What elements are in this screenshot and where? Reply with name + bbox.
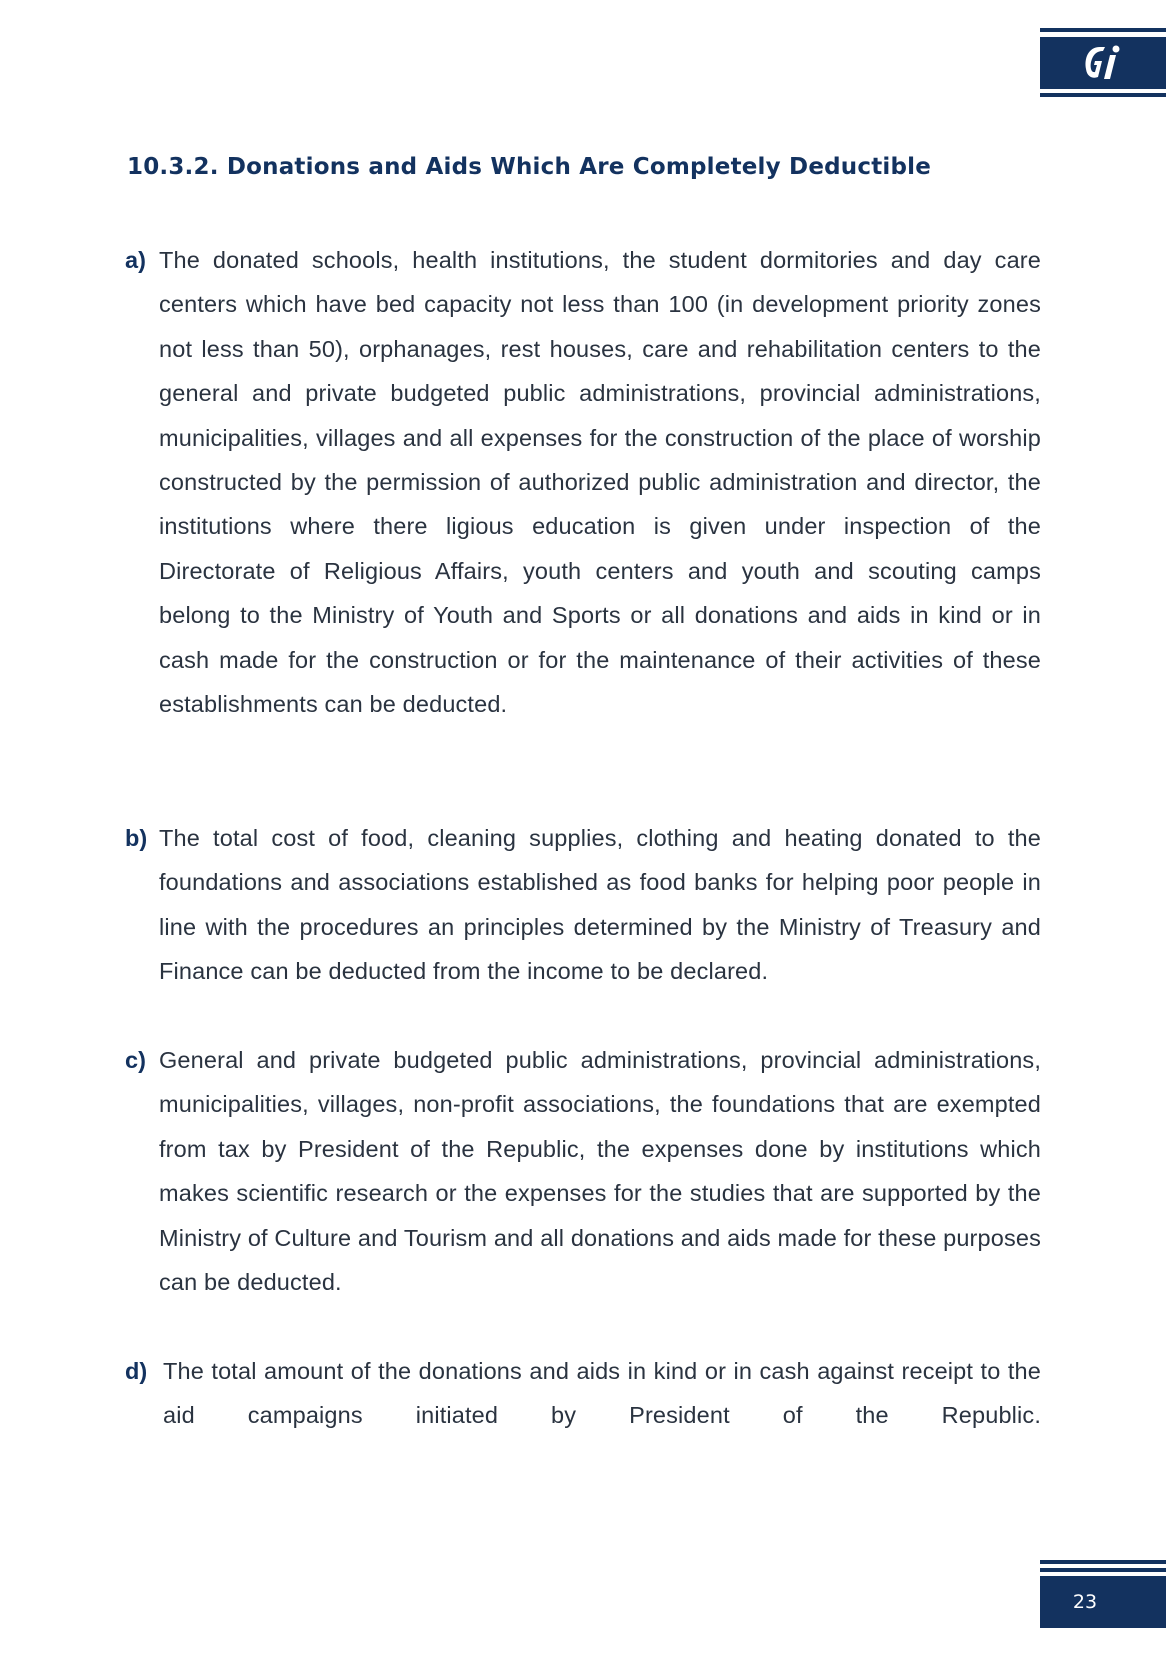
page-number: 23: [1072, 1591, 1098, 1613]
list-item-marker: b): [125, 825, 148, 851]
list-item: [125, 238, 1041, 726]
list-item-text: The total amount of the donations and aids in kind or in cash against receipt to the aid campaigns initiated by President of the Republic.: [163, 1358, 1041, 1429]
list-item-marker: c): [125, 1047, 146, 1073]
section-title: 10.3.2. Donations and Aids Which Are Completely Deductible: [127, 154, 932, 180]
list-item-text: The donated schools, health institutions, the student dormitories and day care centers which have bed capacity not less than 100 (in development priority zones not less than 50), orphanages, rest houses, care and rehabilitation centers to the general and private budgeted public administrations, provincial administrations, municipalities, villages and all expenses for the construction of the place of worship constructed by the permission of authorized public administration and director, the institutions where there ligious education is given under inspection of the Directorate of Religious Affairs, youth centers and youth and scouting camps belong to the Ministry of Youth and Sports or all donations and aids in kind or in cash made for the construction or for the maintenance of their activities of these establishments can be deducted.: [159, 247, 1041, 718]
list-item-text: The total cost of food, cleaning supplies, clothing and heating donated to the foundations and associations established as food banks for helping poor people in line with the procedures an principles determined by the Ministry of Treasury and Finance can be deducted from the income to be declared.: [159, 825, 1041, 985]
list-item: [125, 1349, 1041, 1438]
gi-logo-icon: [1078, 39, 1138, 85]
header-logo-tab: [1040, 28, 1166, 98]
list-item-marker: d): [125, 1358, 148, 1384]
footer-page-tab: [1040, 1560, 1166, 1630]
footer-rule-second: [1040, 1568, 1166, 1572]
footer-rule-top: [1040, 1560, 1166, 1564]
list-item-marker: a): [125, 247, 146, 273]
list-item: [125, 1038, 1041, 1304]
header-rule-top: [1040, 28, 1166, 32]
header-rule-bottom: [1040, 93, 1166, 97]
list-item-text: General and private budgeted public administrations, provincial administrations, municipalities, villages, non-profit associations, the foundations that are exempted from tax by President of the Republic, the expenses done by institutions which makes scientific research or the expenses for the studies that are supported by the Ministry of Culture and Tourism and all donations and aids made for these purposes can be deducted.: [159, 1047, 1041, 1296]
list-item: [125, 816, 1041, 994]
